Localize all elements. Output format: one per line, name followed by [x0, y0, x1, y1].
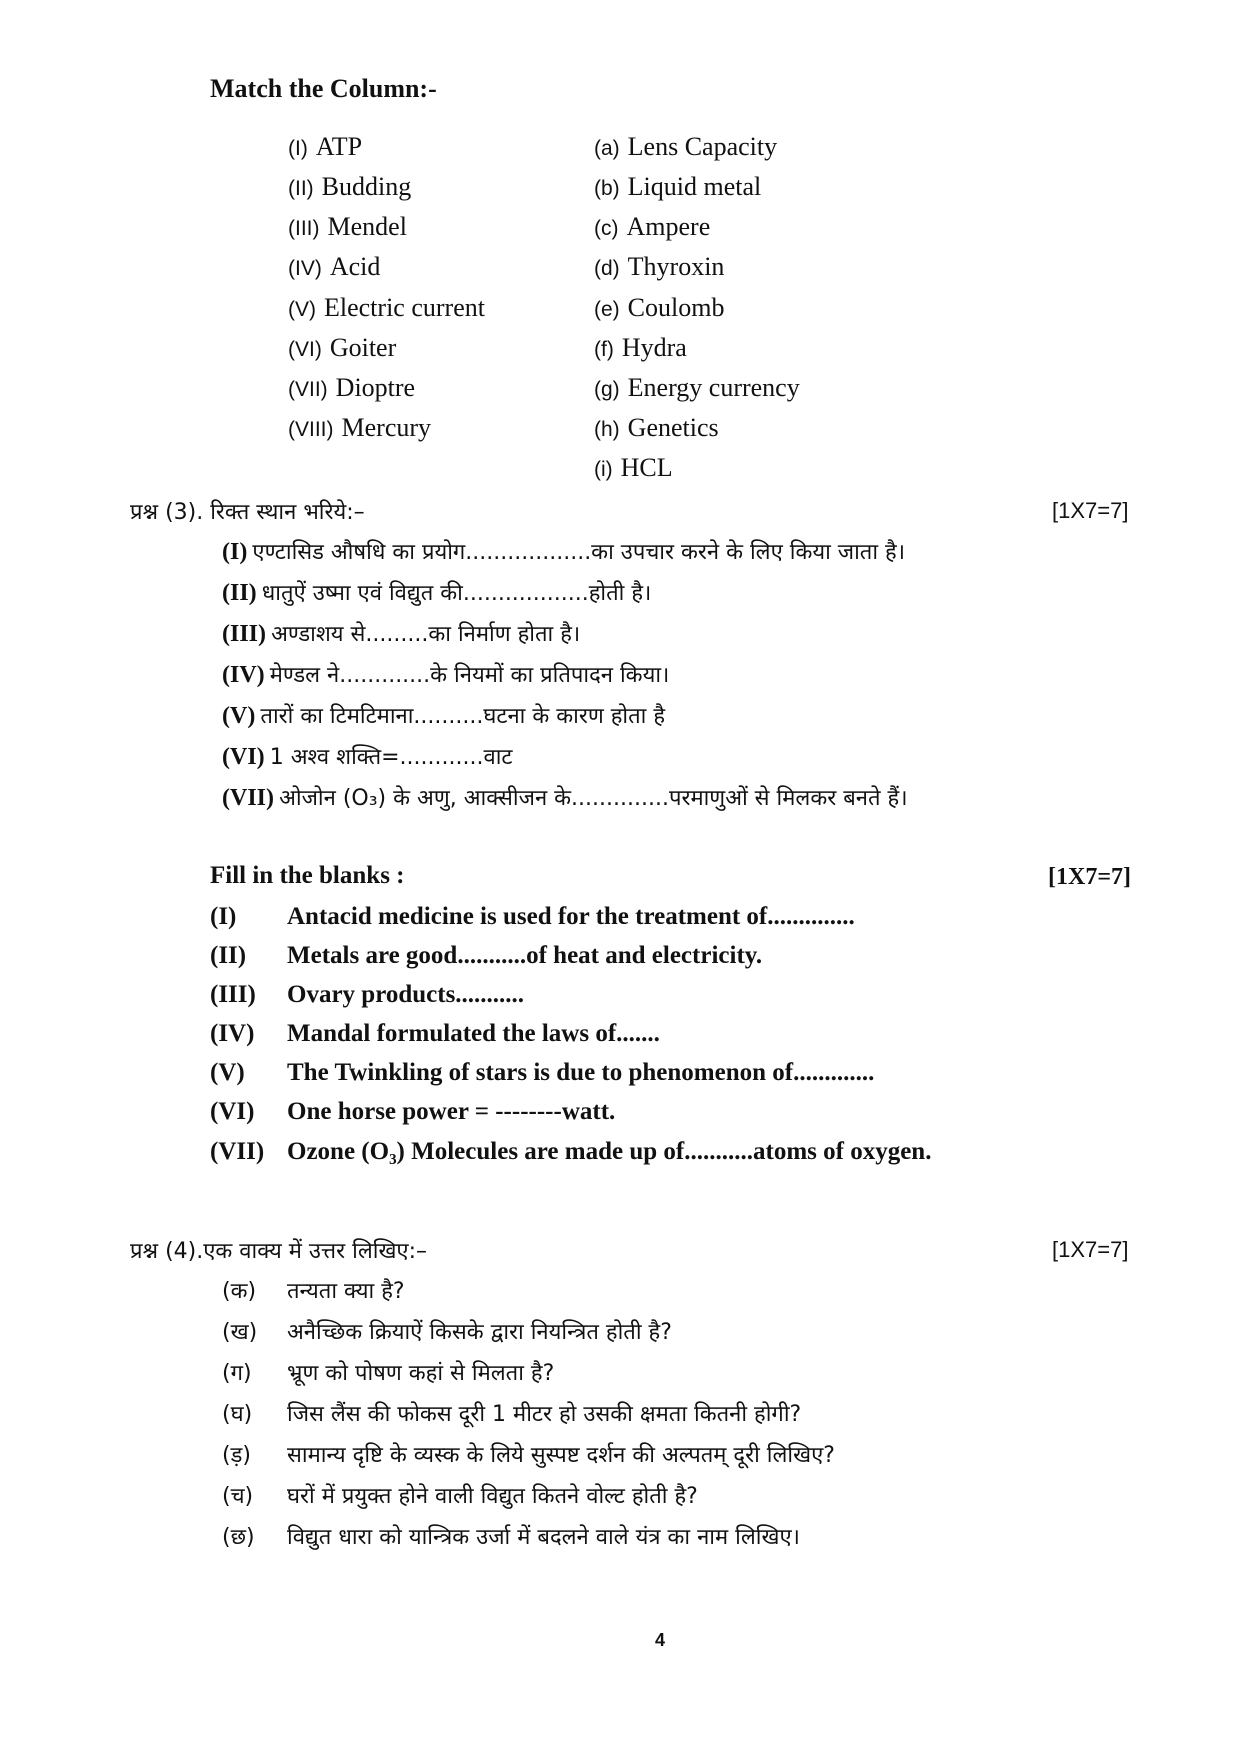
list-item: One horse power = --------watt.: [287, 1098, 616, 1125]
match-left-item: (III) Mendel: [288, 212, 407, 241]
q4-marks: [1X7=7]: [1052, 1237, 1129, 1262]
match-left-item: (I) ATP: [288, 132, 363, 161]
list-item-num: (III): [210, 981, 256, 1008]
list-item-num: (छ): [222, 1525, 255, 1550]
list-item-num: (VI): [210, 1098, 255, 1125]
fill-blanks-marks: [1X7=7]: [1048, 864, 1131, 890]
list-item: Ozone (O₃) Molecules are made up of...........atoms of oxygen.: [287, 1138, 932, 1165]
list-item-num: (घ): [222, 1402, 253, 1427]
page-number: 4: [655, 1630, 666, 1650]
list-item-num: (IV): [210, 1020, 255, 1047]
match-right-item: (d) Thyroxin: [594, 252, 725, 281]
list-item: Ovary products...........: [287, 981, 525, 1008]
list-item: (VII) ओजोन (O₃) के अणु, आक्सीजन के..............परमाणुओं से मिलकर बनते हैं।: [222, 785, 908, 811]
list-item-num: (क): [222, 1279, 257, 1304]
match-left-item: (VII) Dioptre: [288, 373, 416, 402]
list-item-num: (V): [210, 1059, 245, 1086]
match-right-item: (i) HCL: [594, 453, 673, 482]
list-item-num: (II): [210, 942, 247, 969]
match-right-item: (f) Hydra: [594, 333, 687, 362]
list-item-num: (च): [222, 1484, 254, 1509]
list-item: (II) धातुऐं उष्मा एवं विद्युत की..................होती है।: [222, 580, 652, 606]
list-item: (III) अण्डाशय से.........का निर्माण होता है।: [222, 621, 581, 647]
list-item: तन्यता क्या है?: [287, 1279, 405, 1304]
list-item: Antacid medicine is used for the treatment of..............: [287, 903, 855, 930]
list-item-num: (ख): [222, 1320, 258, 1345]
q3-marks: [1X7=7]: [1052, 498, 1129, 523]
q4-heading: प्रश्न (4).एक वाक्य में उत्तर लिखिए:–: [130, 1239, 428, 1264]
match-left-item: (IV) Acid: [288, 252, 381, 281]
match-left-item: (V) Electric current: [288, 293, 485, 322]
match-right-item: (g) Energy currency: [594, 373, 800, 402]
list-item: विद्युत धारा को यान्त्रिक उर्जा में बदलने वाले यंत्र का नाम लिखिए।: [287, 1525, 800, 1550]
list-item-num: (ड़): [222, 1443, 251, 1468]
match-right-item: (b) Liquid metal: [594, 172, 762, 201]
list-item: Mandal formulated the laws of.......: [287, 1020, 660, 1047]
list-item: (I) एण्टासिड औषधि का प्रयोग..................का उपचार करने के लिए किया जाता है।: [222, 539, 906, 565]
fill-blanks-heading: Fill in the blanks :: [210, 862, 405, 889]
match-right-item: (e) Coulomb: [594, 293, 725, 322]
list-item: भ्रूण को पोषण कहां से मिलता है?: [287, 1361, 555, 1386]
list-item: सामान्य दृष्टि के व्यस्क के लिये सुस्पष्ट दर्शन की अल्पतम् दूरी लिखिए?: [287, 1443, 835, 1468]
list-item: अनैच्छिक क्रियाऐं किसके द्वारा नियन्त्रित होती है?: [287, 1320, 672, 1345]
match-right-item: (c) Ampere: [594, 212, 711, 241]
match-right-item: (a) Lens Capacity: [594, 132, 778, 161]
q3-heading: प्रश्न (3). रिक्त स्थान भरिये:–: [130, 500, 365, 525]
list-item: जिस लैंस की फोकस दूरी 1 मीटर हो उसकी क्षमता कितनी होगी?: [287, 1402, 802, 1427]
list-item-num: (VII): [210, 1138, 265, 1165]
match-section-title: Match the Column:-: [210, 74, 437, 103]
list-item: (VI) 1 अश्व शक्ति=............वाट: [222, 744, 513, 770]
match-left-item: (II) Budding: [288, 172, 412, 201]
match-left-item: (VIII) Mercury: [288, 413, 432, 442]
list-item: The Twinkling of stars is due to phenomenon of.............: [287, 1059, 875, 1086]
match-right-item: (h) Genetics: [594, 413, 719, 442]
list-item-num: (ग): [222, 1361, 252, 1386]
list-item: (IV) मेण्डल ने.............के नियमों का प्रतिपादन किया।: [222, 662, 670, 688]
list-item: (V) तारों का टिमटिमाना..........घटना के कारण होता है: [222, 703, 666, 729]
list-item-num: (I): [210, 903, 237, 930]
list-item: Metals are good...........of heat and electricity.: [287, 942, 763, 969]
list-item: घरों में प्रयुक्त होने वाली विद्युत कितने वोल्ट होती है?: [287, 1484, 698, 1509]
match-left-item: (VI) Goiter: [288, 333, 397, 362]
